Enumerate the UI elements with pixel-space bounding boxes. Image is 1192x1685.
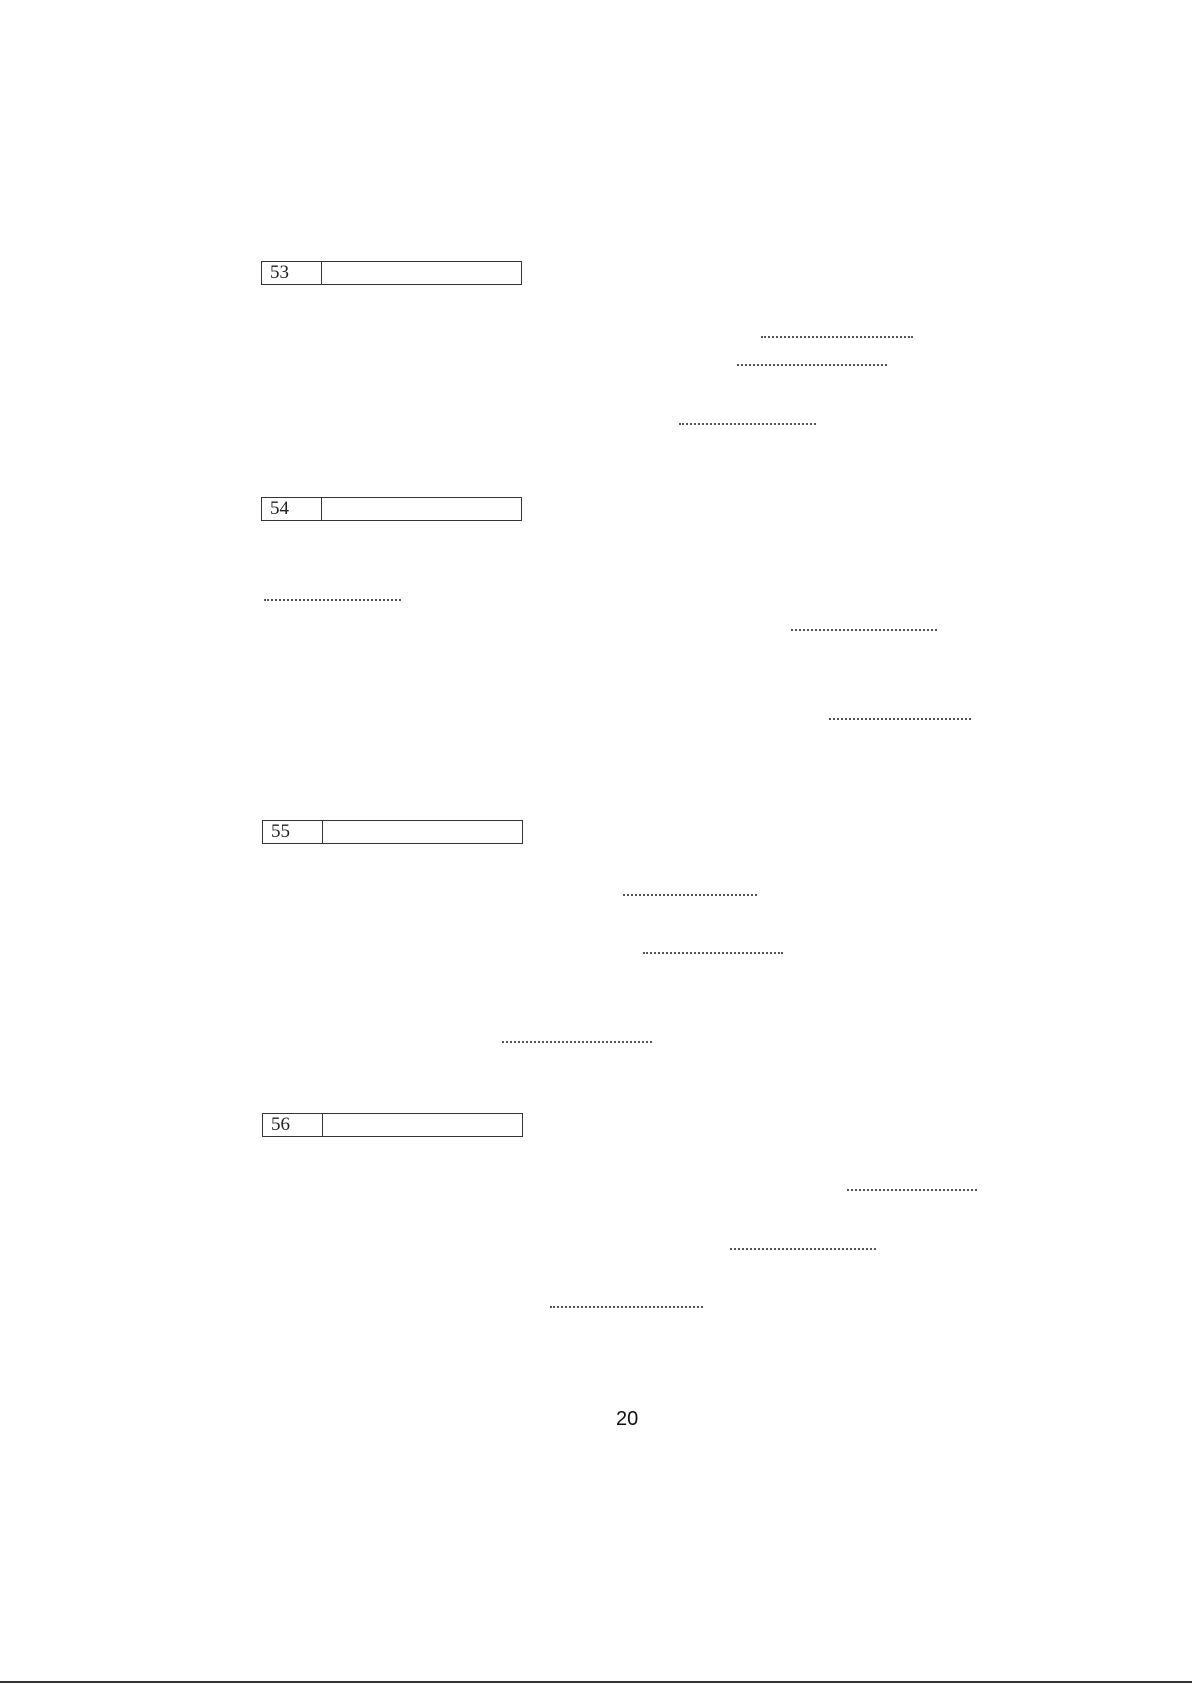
answer-blank[interactable]	[679, 419, 816, 425]
answer-blank[interactable]	[264, 595, 401, 601]
answer-box[interactable]	[322, 262, 521, 284]
answer-blank[interactable]	[643, 948, 783, 954]
question-53-box	[261, 261, 522, 285]
bottom-rule	[0, 1681, 1192, 1683]
answer-blank[interactable]	[730, 1244, 876, 1250]
answer-blank[interactable]	[737, 360, 887, 366]
question-number: 56	[263, 1114, 323, 1136]
answer-box[interactable]	[322, 498, 521, 520]
answer-blank[interactable]	[829, 714, 971, 720]
answer-blank[interactable]	[847, 1185, 977, 1191]
answer-blank[interactable]	[791, 625, 937, 631]
question-56-box	[262, 1113, 523, 1137]
answer-blank[interactable]	[623, 890, 757, 896]
answer-box[interactable]	[323, 821, 522, 843]
answer-blank[interactable]	[502, 1037, 652, 1043]
question-55-box	[262, 820, 523, 844]
question-number: 54	[262, 498, 322, 520]
page-number: 20	[616, 1408, 639, 1430]
answer-blank[interactable]	[761, 332, 913, 338]
question-number: 55	[263, 821, 323, 843]
answer-blank[interactable]	[550, 1302, 703, 1308]
answer-box[interactable]	[323, 1114, 522, 1136]
question-54-box	[261, 497, 522, 521]
question-number: 53	[262, 262, 322, 284]
